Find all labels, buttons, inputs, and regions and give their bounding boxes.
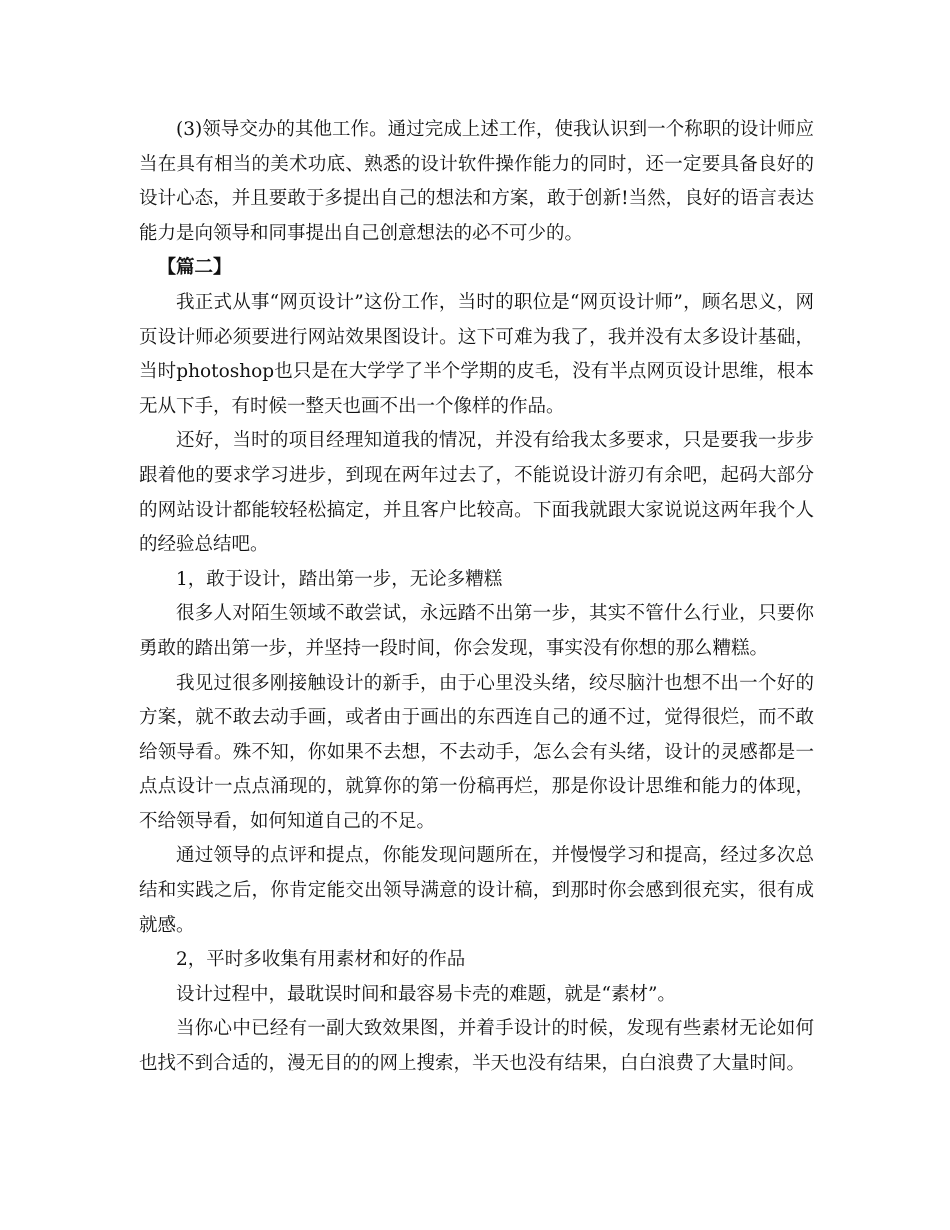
- paragraph-new-designers: 我见过很多刚接触设计的新手，由于心里没头绪，绞尽脑汁也想不出一个好的方案，就不敢去动手画，或者由于画出的东西连自己的通不过，觉得很烂，而不敢给领导看。殊不知，你如果不去想，不去动手，怎么会有头绪，设计的灵感都是一点点设计一点点涌现的，就算你的第一份稿再烂，那是你设计思维和能力的体现，不给领导看，如何知道自己的不足。: [139, 672, 814, 832]
- subheading-collect-materials: 2，平时多收集有用素材和好的作品: [176, 949, 466, 971]
- paragraph-project-manager: 还好，当时的项目经理知道我的情况，并没有给我太多要求，只是要我一步步跟着他的要求学习进步，到现在两年过去了，不能说设计游刃有余吧，起码大部分的网站设计都能较轻松搞定，并且客户比较高。下面我就跟大家说说这两年我个人的经验总结吧。: [139, 430, 814, 556]
- paragraph-work-summary: (3)领导交办的其他工作。通过完成上述工作，使我认识到一个称职的设计师应当在具有相当的美术功底、熟悉的设计软件操作能力的同时，还一定要具备良好的设计心态，并且要敢于多提出自己的想法和方案，敢于创新!当然，良好的语言表达能力是向领导和同事提出自己创意想法的必不可少的。: [139, 119, 814, 244]
- paragraph-first-step: 很多人对陌生领域不敢尝试，永远踏不出第一步，其实不管什么行业，只要你勇敢的踏出第一步，并坚持一段时间，你会发现，事实没有你想的那么糟糕。: [139, 603, 814, 659]
- paragraph-job-intro: 我正式从事“网页设计”这份工作，当时的职位是“网页设计师”，顾名思义，网页设计师必须要进行网站效果图设计。这下可难为我了，我并没有太多设计基础，当时photoshop也只是在大学学了半个学期的皮毛，没有半点网页设计思维，根本无从下手，有时候一整天也画不出一个像样的作品。: [139, 291, 814, 417]
- subheading-dare-to-design: 1，敢于设计，踏出第一步，无论多糟糕: [176, 568, 503, 590]
- paragraph-feedback: 通过领导的点评和提点，你能发现问题所在，并慢慢学习和提高，经过多次总结和实践之后，你肯定能交出领导满意的设计稿，到那时你会感到很充实，很有成就感。: [139, 845, 814, 936]
- paragraph-searching-materials: 当你心中已经有一副大致效果图，并着手设计的时候，发现有些素材无论如何也找不到合适的，漫无目的的网上搜索，半天也没有结果，白白浪费了大量时间。: [139, 1018, 814, 1075]
- document-body: [139, 113, 814, 1082]
- paragraph-material-problem: 设计过程中，最耽误时间和最容易卡壳的难题，就是“素材”。: [176, 983, 676, 1005]
- section-heading-part-two: 【篇二】: [157, 257, 232, 279]
